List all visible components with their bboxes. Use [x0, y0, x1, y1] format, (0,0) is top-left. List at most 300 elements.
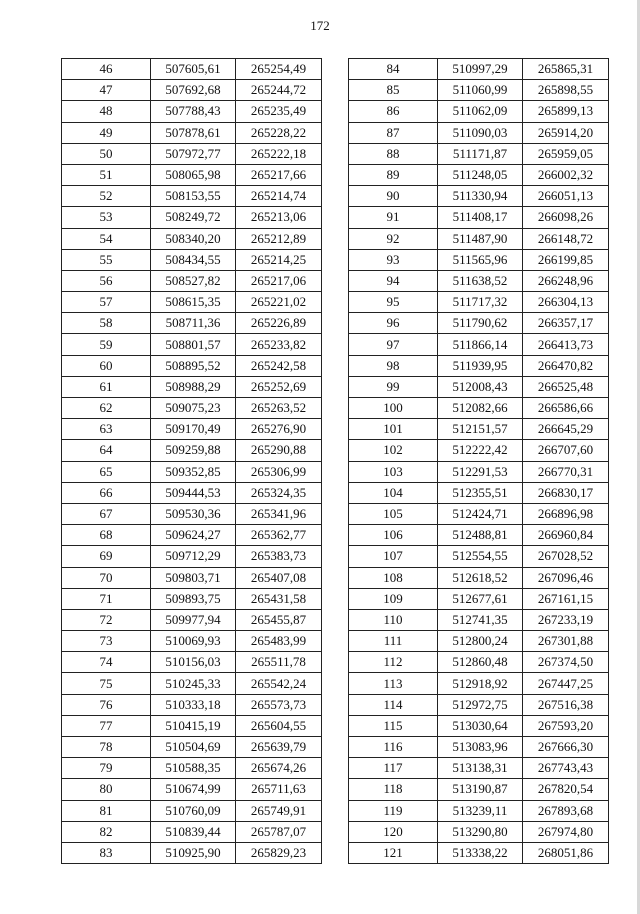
y-coordinate-cell: 265749,91 — [236, 800, 322, 821]
table-row — [62, 186, 322, 207]
table-row — [349, 503, 609, 524]
table-row — [349, 567, 609, 588]
table-row — [62, 652, 322, 673]
y-coordinate-cell: 267096,46 — [523, 567, 609, 588]
point-number-cell: 49 — [62, 122, 151, 143]
table-row — [62, 228, 322, 249]
x-coordinate-cell: 511330,94 — [438, 186, 523, 207]
x-coordinate-cell: 509893,75 — [151, 588, 236, 609]
x-coordinate-cell: 513338,22 — [438, 842, 523, 863]
y-coordinate-cell: 265341,96 — [236, 503, 322, 524]
x-coordinate-cell: 507692,68 — [151, 80, 236, 101]
point-number-cell: 46 — [62, 59, 151, 80]
point-number-cell: 109 — [349, 588, 438, 609]
y-coordinate-cell: 265213,06 — [236, 207, 322, 228]
point-number-cell: 112 — [349, 652, 438, 673]
table-row — [349, 398, 609, 419]
y-coordinate-cell: 265242,58 — [236, 355, 322, 376]
x-coordinate-cell: 512488,81 — [438, 525, 523, 546]
point-number-cell: 68 — [62, 525, 151, 546]
y-coordinate-cell: 266199,85 — [523, 249, 609, 270]
y-coordinate-cell: 265217,06 — [236, 270, 322, 291]
table-row — [349, 101, 609, 122]
y-coordinate-cell: 265214,25 — [236, 249, 322, 270]
x-coordinate-cell: 508527,82 — [151, 270, 236, 291]
y-coordinate-cell: 265214,74 — [236, 186, 322, 207]
table-row — [349, 694, 609, 715]
x-coordinate-cell: 512355,51 — [438, 482, 523, 503]
point-number-cell: 62 — [62, 398, 151, 419]
x-coordinate-cell: 510333,18 — [151, 694, 236, 715]
y-coordinate-cell: 265674,26 — [236, 758, 322, 779]
point-number-cell: 83 — [62, 842, 151, 863]
x-coordinate-cell: 512800,24 — [438, 631, 523, 652]
table-row — [62, 737, 322, 758]
x-coordinate-cell: 509170,49 — [151, 419, 236, 440]
point-number-cell: 108 — [349, 567, 438, 588]
y-coordinate-cell: 265898,55 — [523, 80, 609, 101]
table-row — [349, 249, 609, 270]
table-row — [62, 376, 322, 397]
table-row — [349, 779, 609, 800]
point-number-cell: 50 — [62, 143, 151, 164]
table-row — [349, 737, 609, 758]
y-coordinate-cell: 265217,66 — [236, 164, 322, 185]
table-row — [62, 101, 322, 122]
table-row — [62, 567, 322, 588]
point-number-cell: 101 — [349, 419, 438, 440]
coordinates-table-left — [61, 58, 322, 864]
table-row — [349, 313, 609, 334]
table-row — [62, 270, 322, 291]
x-coordinate-cell: 509530,36 — [151, 503, 236, 524]
x-coordinate-cell: 509444,53 — [151, 482, 236, 503]
point-number-cell: 105 — [349, 503, 438, 524]
y-coordinate-cell: 266148,72 — [523, 228, 609, 249]
y-coordinate-cell: 265244,72 — [236, 80, 322, 101]
point-number-cell: 52 — [62, 186, 151, 207]
point-number-cell: 61 — [62, 376, 151, 397]
table-row — [62, 313, 322, 334]
table-row — [62, 334, 322, 355]
y-coordinate-cell: 266304,13 — [523, 292, 609, 313]
table-row — [62, 609, 322, 630]
x-coordinate-cell: 511062,09 — [438, 101, 523, 122]
table-row — [62, 143, 322, 164]
point-number-cell: 76 — [62, 694, 151, 715]
y-coordinate-cell: 265604,55 — [236, 715, 322, 736]
table-row — [62, 355, 322, 376]
table-row — [349, 186, 609, 207]
table-row — [349, 631, 609, 652]
point-number-cell: 81 — [62, 800, 151, 821]
x-coordinate-cell: 509803,71 — [151, 567, 236, 588]
point-number-cell: 91 — [349, 207, 438, 228]
x-coordinate-cell: 512424,71 — [438, 503, 523, 524]
point-number-cell: 84 — [349, 59, 438, 80]
x-coordinate-cell: 510839,44 — [151, 821, 236, 842]
y-coordinate-cell: 267820,54 — [523, 779, 609, 800]
y-coordinate-cell: 265226,89 — [236, 313, 322, 334]
table-row — [62, 164, 322, 185]
x-coordinate-cell: 511866,14 — [438, 334, 523, 355]
y-coordinate-cell: 265252,69 — [236, 376, 322, 397]
x-coordinate-cell: 512972,75 — [438, 694, 523, 715]
y-coordinate-cell: 266896,98 — [523, 503, 609, 524]
x-coordinate-cell: 511717,32 — [438, 292, 523, 313]
y-coordinate-cell: 265431,58 — [236, 588, 322, 609]
x-coordinate-cell: 510415,19 — [151, 715, 236, 736]
y-coordinate-cell: 265542,24 — [236, 673, 322, 694]
x-coordinate-cell: 507878,61 — [151, 122, 236, 143]
point-number-cell: 75 — [62, 673, 151, 694]
x-coordinate-cell: 507972,77 — [151, 143, 236, 164]
y-coordinate-cell: 265829,23 — [236, 842, 322, 863]
x-coordinate-cell: 508065,98 — [151, 164, 236, 185]
table-row — [62, 525, 322, 546]
y-coordinate-cell: 266002,32 — [523, 164, 609, 185]
coordinates-table-right-body — [349, 59, 609, 864]
point-number-cell: 107 — [349, 546, 438, 567]
point-number-cell: 94 — [349, 270, 438, 291]
y-coordinate-cell: 265254,49 — [236, 59, 322, 80]
point-number-cell: 73 — [62, 631, 151, 652]
y-coordinate-cell: 265407,08 — [236, 567, 322, 588]
point-number-cell: 80 — [62, 779, 151, 800]
y-coordinate-cell: 268051,86 — [523, 842, 609, 863]
x-coordinate-cell: 513239,11 — [438, 800, 523, 821]
x-coordinate-cell: 512222,42 — [438, 440, 523, 461]
point-number-cell: 56 — [62, 270, 151, 291]
x-coordinate-cell: 511790,62 — [438, 313, 523, 334]
table-row — [349, 207, 609, 228]
y-coordinate-cell: 267301,88 — [523, 631, 609, 652]
coordinates-table-left-body — [62, 59, 322, 864]
table-row — [349, 482, 609, 503]
x-coordinate-cell: 512918,92 — [438, 673, 523, 694]
point-number-cell: 65 — [62, 461, 151, 482]
y-coordinate-cell: 265639,79 — [236, 737, 322, 758]
y-coordinate-cell: 265362,77 — [236, 525, 322, 546]
x-coordinate-cell: 510504,69 — [151, 737, 236, 758]
y-coordinate-cell: 266586,66 — [523, 398, 609, 419]
y-coordinate-cell: 267743,43 — [523, 758, 609, 779]
point-number-cell: 106 — [349, 525, 438, 546]
y-coordinate-cell: 267028,52 — [523, 546, 609, 567]
table-row — [62, 800, 322, 821]
point-number-cell: 87 — [349, 122, 438, 143]
y-coordinate-cell: 265899,13 — [523, 101, 609, 122]
table-row — [349, 461, 609, 482]
x-coordinate-cell: 508434,55 — [151, 249, 236, 270]
table-row — [349, 652, 609, 673]
y-coordinate-cell: 267893,68 — [523, 800, 609, 821]
table-row — [62, 758, 322, 779]
y-coordinate-cell: 265324,35 — [236, 482, 322, 503]
table-row — [62, 292, 322, 313]
point-number-cell: 93 — [349, 249, 438, 270]
table-row — [62, 715, 322, 736]
point-number-cell: 117 — [349, 758, 438, 779]
point-number-cell: 119 — [349, 800, 438, 821]
point-number-cell: 78 — [62, 737, 151, 758]
table-row — [349, 842, 609, 863]
y-coordinate-cell: 265233,82 — [236, 334, 322, 355]
x-coordinate-cell: 513138,31 — [438, 758, 523, 779]
x-coordinate-cell: 508988,29 — [151, 376, 236, 397]
x-coordinate-cell: 509075,23 — [151, 398, 236, 419]
point-number-cell: 48 — [62, 101, 151, 122]
x-coordinate-cell: 510588,35 — [151, 758, 236, 779]
x-coordinate-cell: 509259,88 — [151, 440, 236, 461]
point-number-cell: 89 — [349, 164, 438, 185]
table-row — [349, 355, 609, 376]
x-coordinate-cell: 512291,53 — [438, 461, 523, 482]
table-row — [62, 207, 322, 228]
table-row — [62, 122, 322, 143]
x-coordinate-cell: 508711,36 — [151, 313, 236, 334]
x-coordinate-cell: 511565,96 — [438, 249, 523, 270]
point-number-cell: 100 — [349, 398, 438, 419]
table-row — [349, 164, 609, 185]
x-coordinate-cell: 512860,48 — [438, 652, 523, 673]
x-coordinate-cell: 512554,55 — [438, 546, 523, 567]
point-number-cell: 99 — [349, 376, 438, 397]
table-row — [349, 800, 609, 821]
table-row — [349, 59, 609, 80]
x-coordinate-cell: 511248,05 — [438, 164, 523, 185]
x-coordinate-cell: 509352,85 — [151, 461, 236, 482]
x-coordinate-cell: 512082,66 — [438, 398, 523, 419]
point-number-cell: 114 — [349, 694, 438, 715]
x-coordinate-cell: 508801,57 — [151, 334, 236, 355]
x-coordinate-cell: 508249,72 — [151, 207, 236, 228]
point-number-cell: 53 — [62, 207, 151, 228]
point-number-cell: 96 — [349, 313, 438, 334]
table-row — [62, 249, 322, 270]
y-coordinate-cell: 266525,48 — [523, 376, 609, 397]
table-row — [62, 419, 322, 440]
x-coordinate-cell: 507788,43 — [151, 101, 236, 122]
y-coordinate-cell: 265263,52 — [236, 398, 322, 419]
y-coordinate-cell: 266248,96 — [523, 270, 609, 291]
table-row — [349, 122, 609, 143]
x-coordinate-cell: 510925,90 — [151, 842, 236, 863]
point-number-cell: 97 — [349, 334, 438, 355]
table-row — [62, 503, 322, 524]
y-coordinate-cell: 265711,63 — [236, 779, 322, 800]
point-number-cell: 111 — [349, 631, 438, 652]
point-number-cell: 51 — [62, 164, 151, 185]
x-coordinate-cell: 508340,20 — [151, 228, 236, 249]
y-coordinate-cell: 265235,49 — [236, 101, 322, 122]
x-coordinate-cell: 510245,33 — [151, 673, 236, 694]
table-row — [349, 419, 609, 440]
table-row — [349, 376, 609, 397]
x-coordinate-cell: 508895,52 — [151, 355, 236, 376]
point-number-cell: 118 — [349, 779, 438, 800]
point-number-cell: 120 — [349, 821, 438, 842]
y-coordinate-cell: 265455,87 — [236, 609, 322, 630]
x-coordinate-cell: 510156,03 — [151, 652, 236, 673]
point-number-cell: 102 — [349, 440, 438, 461]
y-coordinate-cell: 266098,26 — [523, 207, 609, 228]
y-coordinate-cell: 266707,60 — [523, 440, 609, 461]
point-number-cell: 69 — [62, 546, 151, 567]
point-number-cell: 85 — [349, 80, 438, 101]
table-row — [62, 461, 322, 482]
x-coordinate-cell: 512151,57 — [438, 419, 523, 440]
y-coordinate-cell: 265573,73 — [236, 694, 322, 715]
y-coordinate-cell: 265914,20 — [523, 122, 609, 143]
y-coordinate-cell: 266830,17 — [523, 482, 609, 503]
point-number-cell: 92 — [349, 228, 438, 249]
point-number-cell: 57 — [62, 292, 151, 313]
x-coordinate-cell: 509712,29 — [151, 546, 236, 567]
table-row — [349, 143, 609, 164]
x-coordinate-cell: 511408,17 — [438, 207, 523, 228]
point-number-cell: 104 — [349, 482, 438, 503]
y-coordinate-cell: 265222,18 — [236, 143, 322, 164]
point-number-cell: 66 — [62, 482, 151, 503]
y-coordinate-cell: 265383,73 — [236, 546, 322, 567]
table-row — [349, 715, 609, 736]
point-number-cell: 82 — [62, 821, 151, 842]
x-coordinate-cell: 512618,52 — [438, 567, 523, 588]
table-row — [349, 80, 609, 101]
x-coordinate-cell: 510760,09 — [151, 800, 236, 821]
point-number-cell: 79 — [62, 758, 151, 779]
x-coordinate-cell: 513190,87 — [438, 779, 523, 800]
y-coordinate-cell: 266413,73 — [523, 334, 609, 355]
coordinates-table-right — [348, 58, 609, 864]
table-row — [349, 440, 609, 461]
x-coordinate-cell: 510997,29 — [438, 59, 523, 80]
point-number-cell: 95 — [349, 292, 438, 313]
y-coordinate-cell: 265276,90 — [236, 419, 322, 440]
table-row — [349, 525, 609, 546]
y-coordinate-cell: 266051,13 — [523, 186, 609, 207]
point-number-cell: 64 — [62, 440, 151, 461]
y-coordinate-cell: 266645,29 — [523, 419, 609, 440]
table-row — [62, 80, 322, 101]
x-coordinate-cell: 512741,35 — [438, 609, 523, 630]
y-coordinate-cell: 265787,07 — [236, 821, 322, 842]
table-row — [62, 482, 322, 503]
point-number-cell: 115 — [349, 715, 438, 736]
table-row — [62, 440, 322, 461]
x-coordinate-cell: 511487,90 — [438, 228, 523, 249]
point-number-cell: 55 — [62, 249, 151, 270]
point-number-cell: 60 — [62, 355, 151, 376]
point-number-cell: 116 — [349, 737, 438, 758]
point-number-cell: 58 — [62, 313, 151, 334]
x-coordinate-cell: 512677,61 — [438, 588, 523, 609]
y-coordinate-cell: 267666,30 — [523, 737, 609, 758]
point-number-cell: 86 — [349, 101, 438, 122]
table-row — [349, 292, 609, 313]
x-coordinate-cell: 510069,93 — [151, 631, 236, 652]
table-row — [62, 588, 322, 609]
x-coordinate-cell: 512008,43 — [438, 376, 523, 397]
point-number-cell: 98 — [349, 355, 438, 376]
x-coordinate-cell: 510674,99 — [151, 779, 236, 800]
page-number: 172 — [310, 18, 330, 33]
point-number-cell: 110 — [349, 609, 438, 630]
y-coordinate-cell: 265212,89 — [236, 228, 322, 249]
point-number-cell: 54 — [62, 228, 151, 249]
x-coordinate-cell: 508615,35 — [151, 292, 236, 313]
y-coordinate-cell: 265221,02 — [236, 292, 322, 313]
table-row — [349, 673, 609, 694]
y-coordinate-cell: 265483,99 — [236, 631, 322, 652]
table-row — [62, 673, 322, 694]
x-coordinate-cell: 511171,87 — [438, 143, 523, 164]
table-row — [349, 588, 609, 609]
y-coordinate-cell: 267161,15 — [523, 588, 609, 609]
y-coordinate-cell: 267447,25 — [523, 673, 609, 694]
y-coordinate-cell: 267233,19 — [523, 609, 609, 630]
table-row — [349, 270, 609, 291]
y-coordinate-cell: 265306,99 — [236, 461, 322, 482]
y-coordinate-cell: 265959,05 — [523, 143, 609, 164]
x-coordinate-cell: 513030,64 — [438, 715, 523, 736]
y-coordinate-cell: 266770,31 — [523, 461, 609, 482]
point-number-cell: 67 — [62, 503, 151, 524]
table-row — [62, 694, 322, 715]
point-number-cell: 74 — [62, 652, 151, 673]
table-row — [62, 398, 322, 419]
x-coordinate-cell: 513083,96 — [438, 737, 523, 758]
point-number-cell: 88 — [349, 143, 438, 164]
y-coordinate-cell: 267974,80 — [523, 821, 609, 842]
table-row — [349, 821, 609, 842]
point-number-cell: 121 — [349, 842, 438, 863]
table-row — [62, 631, 322, 652]
x-coordinate-cell: 508153,55 — [151, 186, 236, 207]
x-coordinate-cell: 513290,80 — [438, 821, 523, 842]
table-row — [349, 546, 609, 567]
x-coordinate-cell: 507605,61 — [151, 59, 236, 80]
point-number-cell: 47 — [62, 80, 151, 101]
y-coordinate-cell: 266357,17 — [523, 313, 609, 334]
table-row — [349, 609, 609, 630]
table-row — [62, 546, 322, 567]
x-coordinate-cell: 509624,27 — [151, 525, 236, 546]
table-row — [62, 821, 322, 842]
x-coordinate-cell: 511638,52 — [438, 270, 523, 291]
point-number-cell: 70 — [62, 567, 151, 588]
y-coordinate-cell: 266470,82 — [523, 355, 609, 376]
x-coordinate-cell: 511060,99 — [438, 80, 523, 101]
x-coordinate-cell: 509977,94 — [151, 609, 236, 630]
y-coordinate-cell: 267374,50 — [523, 652, 609, 673]
table-row — [62, 842, 322, 863]
y-coordinate-cell: 267516,38 — [523, 694, 609, 715]
point-number-cell: 71 — [62, 588, 151, 609]
y-coordinate-cell: 265511,78 — [236, 652, 322, 673]
x-coordinate-cell: 511939,95 — [438, 355, 523, 376]
y-coordinate-cell: 265228,22 — [236, 122, 322, 143]
x-coordinate-cell: 511090,03 — [438, 122, 523, 143]
point-number-cell: 63 — [62, 419, 151, 440]
table-row — [62, 779, 322, 800]
point-number-cell: 103 — [349, 461, 438, 482]
y-coordinate-cell: 266960,84 — [523, 525, 609, 546]
y-coordinate-cell: 267593,20 — [523, 715, 609, 736]
y-coordinate-cell: 265865,31 — [523, 59, 609, 80]
point-number-cell: 113 — [349, 673, 438, 694]
